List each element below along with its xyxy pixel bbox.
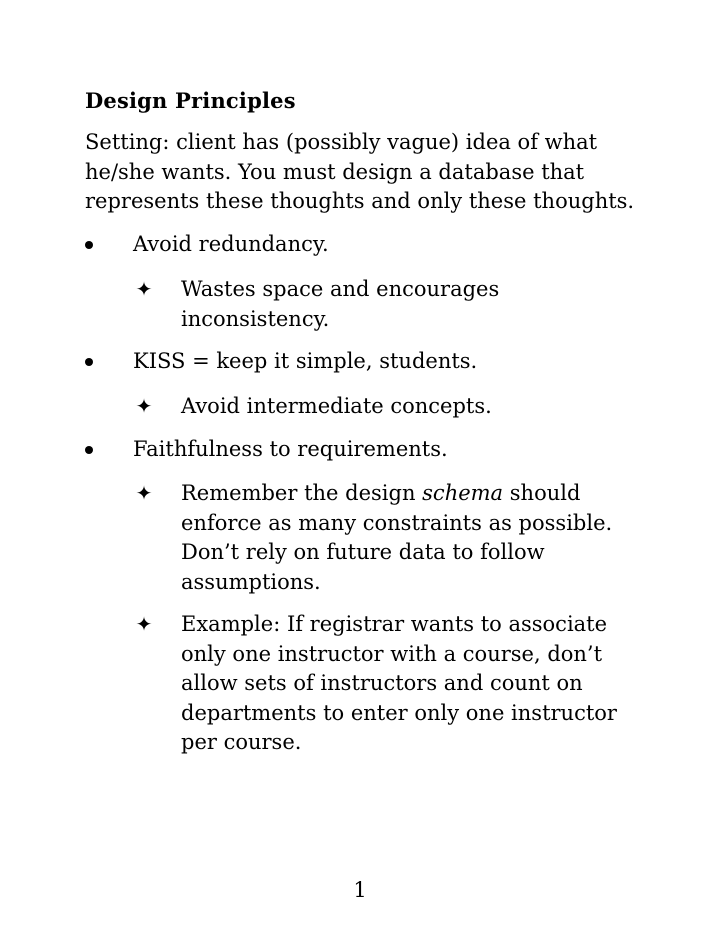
sub-line: Example: If registrar wants to associate: [181, 612, 608, 636]
bullet-text: KISS = keep it simple, students.: [133, 349, 478, 373]
sub-line: only one instructor with a course, don’t: [181, 641, 603, 666]
sub-line: per course.: [181, 730, 302, 754]
four-point-star-icon: ✦: [135, 394, 153, 418]
intro-line: he/she wants. You must design a database that: [85, 159, 585, 184]
sub-text-run: should: [503, 481, 581, 505]
sub-item-text: [181, 610, 631, 758]
bullet-text: Faithfulness to requirements.: [133, 437, 448, 461]
sub-item-text: [181, 392, 631, 422]
bullet-dot-icon: [85, 446, 93, 454]
sub-line: enforce as many constraints as possible.: [181, 510, 613, 535]
page-title: Design Principles: [85, 88, 296, 113]
sub-text-run: Remember the design: [181, 481, 423, 505]
sub-line: Avoid intermediate concepts.: [181, 394, 492, 418]
bullet-dot-icon: [85, 241, 93, 249]
intro-line: Setting: client has (possibly vague) idea of what: [85, 130, 598, 154]
four-point-star-icon: ✦: [135, 481, 153, 505]
bullet-dot-icon: [85, 358, 93, 366]
sub-line: Don’t rely on future data to follow: [181, 540, 545, 564]
four-point-star-icon: ✦: [135, 612, 153, 636]
sub-item-text: [181, 275, 631, 334]
emphasis-text: schema: [422, 481, 504, 505]
intro-line: represents these thoughts and only these thoughts.: [85, 189, 635, 213]
sub-line: [181, 479, 631, 509]
sub-line: allow sets of instructors and count on: [181, 671, 583, 695]
four-point-star-icon: ✦: [135, 277, 153, 301]
sub-line: assumptions.: [181, 569, 321, 594]
sub-item-text: [181, 479, 631, 597]
bullet-text: Avoid redundancy.: [133, 232, 329, 256]
page-number: 1: [353, 878, 367, 902]
sub-line: departments to enter only one instructor: [181, 700, 617, 725]
intro-paragraph: [85, 128, 645, 217]
sub-line: Wastes space and encourages: [181, 277, 500, 301]
sub-line: inconsistency.: [181, 306, 330, 331]
